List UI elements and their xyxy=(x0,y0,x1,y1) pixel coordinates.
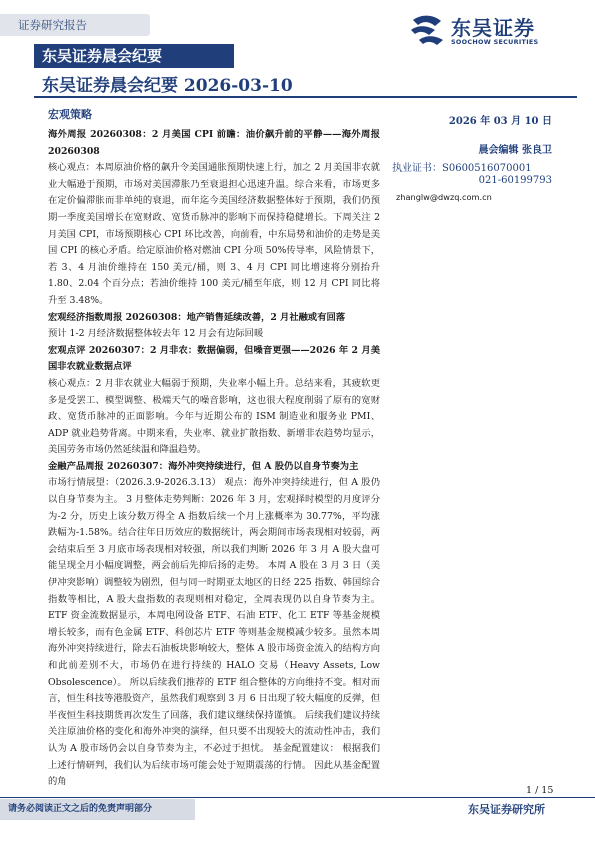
report-date: 2026 年 03 月 10 日 xyxy=(448,116,552,127)
logo-english-name: SOOCHOW SECURITIES xyxy=(451,38,539,46)
report-body xyxy=(48,127,380,791)
license-number: 执业证书：S0600516070001 xyxy=(392,163,532,174)
item-text-nonfarm: 核心观点：2 月非农就业大幅弱于预期，失业率小幅上升。总结来看，其疲软更多是受罢工、模型调整、极端天气的噪音影响，这也很大程度削弱了原有的宽财政、宽货币脉冲的正面影响。今年与近期公布的 ISM 制造业和服务业 PMI、ADP 就业趋势背离。中期来看，失业率、就业扩散指数、新增非农趋势均显示，美国劳务市场仍然延续温和降温趋势。 xyxy=(48,377,380,456)
soochow-logo-icon xyxy=(409,12,445,48)
editor-name: 晨会编辑 张良卫 xyxy=(478,145,552,156)
footer-firm-name: 东吴证券研究所 xyxy=(468,803,545,816)
report-banner: 东吴证券晨会纪要 xyxy=(34,44,234,68)
logo-chinese-name: 东吴证券 xyxy=(451,16,535,40)
report-type-tag: 证券研究报告 xyxy=(0,14,150,36)
contact-email: zhanglw@dwzq.com.cn xyxy=(396,192,492,202)
item-heading-financial-products: 金融产品周报 20260307：海外冲突持续进行，但 A 股仍以自身节奏为主 xyxy=(48,460,359,472)
item-heading-overseas-weekly: 海外周报 20260308：2 月美国 CPI 前瞻：油价飙升前的平静——海外周报 20260308 xyxy=(48,129,380,157)
item-heading-nonfarm: 宏观点评 20260307：2 月非农：数据偏弱，但噪音更强——2026 年 2 月美国非农就业数据点评 xyxy=(48,344,380,373)
contact-phone: 021-60199793 xyxy=(478,175,552,186)
item-text-overseas-weekly: 核心观点：本周原油价格的飙升令美国通胀预期快速上行，加之 2 月美国非农就业大幅逊于预期，市场对美国滞胀乃至衰退担心迅速升温。综合来看，市场更多在定价偏滞胀而非单纯的衰退，而年迄今美国经济数据整体好于预期，我们仍预期一季度美国增长在宽财政、宽货币脉冲的影响下而保持稳健增长。下周关注 2 月美国 CPI，市场预期核心 CPI 环比改善，向前看，中东局势和油价的走势是美国 CPI 的核心矛盾。给定原油价格对燃油 CPI 分项 50%传导率，风险情景下，若 3、4 月油价维持在 150 美元/桶，则 3、4 月 CPI 同比增速将分别抬升 1.80、2.04 个百分点；若油价维持 100 美元/桶至年底，则 12 月 CPI 同比将升至 3.48%。 xyxy=(48,162,380,306)
item-heading-macro-index: 宏观经济指数周报 20260308：地产销售延续改善，2 月社融或有回落 xyxy=(48,311,346,323)
disclaimer-notice: 请务必阅读正文之后的免责声明部分 xyxy=(0,799,195,820)
company-logo xyxy=(409,12,573,48)
page-number: 1 / 15 xyxy=(526,785,554,796)
item-text-financial-products: 市场行情展望：（2026.3.9-2026.3.13） 观点：海外冲突持续进行，但 A 股仍以自身节奏为主。 3 月整体走势判断：2026 年 3 月，宏观择时模型的月度评分为-2 分，历史上该分数万得全 A 指数后续一个月上涨概率为 30.77%，平均涨跌幅为-1.58%。结合往年日历效应的数据统计，两会期间市场表现相对较弱，两会结束后至 3 月底市场表现相对较强，所以我们判断 2026 年 3 月 A 股大盘可能呈现全月小幅度调整，两会前后先抑后扬的走势。 本周 A 股在 3 月 3 日（美伊冲突影响）调整较为剧烈，但与同一时期亚太地区的日经 225 指数、韩国综合指数等相比，A 股大盘指数的表现则相对稳定，全周表现仍以自身节奏为主。 ETF 资金流数据显示，本周电网设备 ETF、石油 ETF、化工 ETF 等基金规模增长较多，而有色金属 ETF、科创芯片 ETF 等则基金规模减少较多。虽然本周海外冲突持续进行，除去石油板块影响较大，整体 A 股市场资金流入的结构方向和此前差别不大，市场仍在进行持续的 HALO 交易（Heavy Assets, Low Obsolescence）。 所以后续我们推荐的 ETF 组合整体的方向维持不变。相对而言，恒生科技等港股资产，虽然我们观察到 3 月 6 日出现了较大幅度的反弹，但半夜恒生科技期货再次发生了回落，我们建议继续保持谨慎。 后续我们建议持续关注原油价格的变化和海外冲突的演绎，但只要不出现较大的流动性冲击，我们认为 A 股市场仍会以自身节奏为主，不必过于担忧。 基金配置建议： 根据我们上述行情研判，我们认为后续市场可能会处于短期震荡的行情。 因此从基金配置的角 xyxy=(48,477,380,788)
section-category: 宏观策略 xyxy=(48,108,92,121)
item-text-macro-index: 预计 1-2 月经济数据整体较去年 12 月会有边际回暖 xyxy=(48,328,264,340)
footer-divider xyxy=(0,797,595,798)
page-title: 东吴证券晨会纪要 2026-03-10 xyxy=(42,76,293,96)
title-divider xyxy=(34,96,577,98)
